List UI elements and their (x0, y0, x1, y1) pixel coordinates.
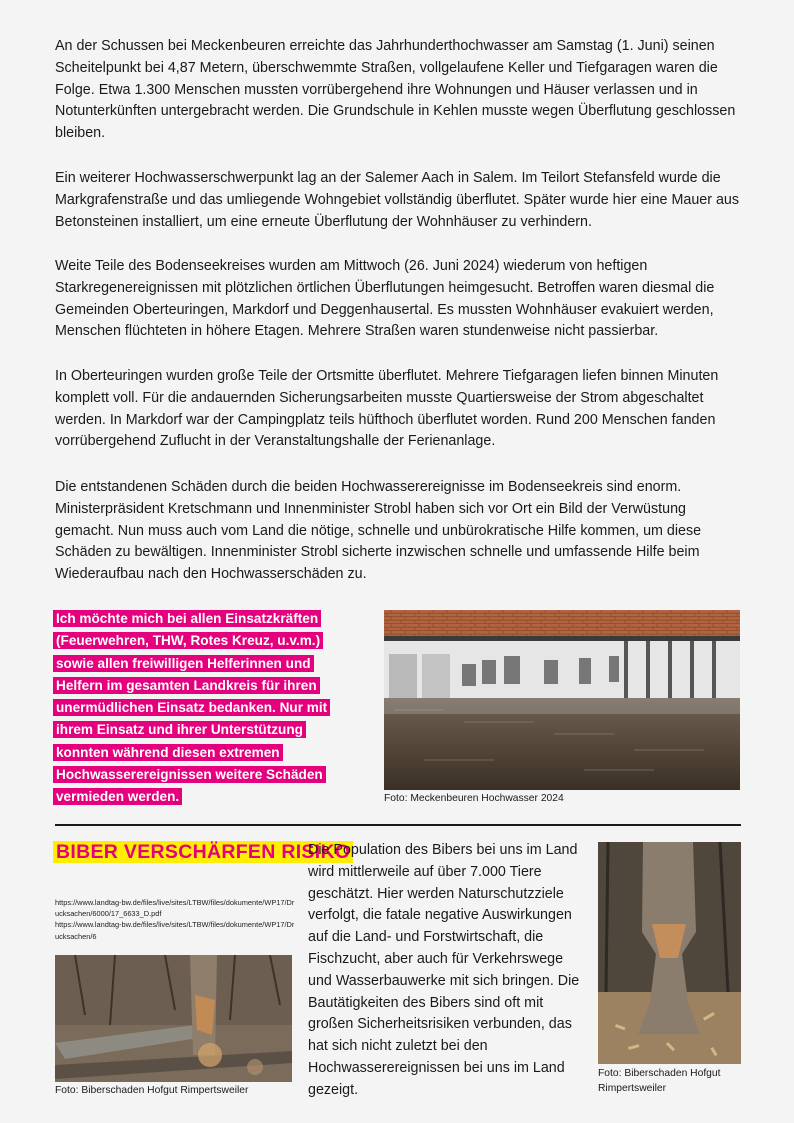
thank-you-callout-text: Ich möchte mich bei allen Einsatzkräften (Feuerwehren, THW, Rotes Kreuz, u.v.m.) sowie allen freiwilligen Helferinnen und Helfern im gesamten Landkreis für ihren unermüdlichen Einsatz bedanken. Nur mit ihrem Einsatz und ihrer Unterstützung konnten während diesen extremen Hochwasserereignissen weitere Schäden vermieden werden. (53, 610, 330, 805)
section-divider (55, 824, 741, 826)
paragraph-heavy-rain: Weite Teile des Bodenseekreises wurden am Mittwoch (26. Juni 2024) wiederum von heftigen Starkregenereignissen mit plötzlichen örtlichen Überflutungen heimgesucht. Betroffen waren diesmal die Gemeinden Oberteuringen, Markdorf und Deggenhausertal. Es mussten Wohnhäuser evakuiert werden, Menschen flüchteten in höhere Etagen. Mehrere Straßen waren stundenweise nicht passierbar. (55, 258, 715, 340)
flood-photo (384, 610, 740, 790)
reference-link[interactable]: https://www.landtag-bw.de/files/live/sites/LTBW/files/dokumente/WP17/Drucksachen/6000/17_6633_D.pdf (55, 898, 295, 919)
paragraph-oberteuringen: In Oberteuringen wurden große Teile der Ortsmitte überflutet. Mehrere Tiefgaragen liefen binnen Minuten komplett voll. Für die andauernden Sicherungsarbeiten musste Quartiersweise der Strom abgeschaltet werden. In Markdorf war der Campingplatz teils hüfthoch überflutet worden. Rund 200 Menschen fanden vorrübergehend Zuflucht in der Veranstaltungshalle der Ferienanlage. (55, 368, 719, 450)
biber-paragraph: Die Population des Bibers bei uns im Land wird mittlerweile auf über 7.000 Tiere geschätzt. Hier werden Naturschutzziele verfolgt, die fatale negative Auswirkungen auf die Land- und Forstwirtschaft, die Fischzucht, aber auch für Verkehrswege und Wasserbauwerke mit sich bringen. Die Bautätigkeiten des Bibers sind oft mit großen Sicherheitsrisiken verbunden, das hat sich nicht zuletzt bei den Hochwasserereignissen bei uns im Land gezeigt. (308, 842, 580, 1098)
biber-references (55, 897, 295, 942)
beaver-damage-photo-left (55, 955, 292, 1082)
flood-photo-caption: Foto: Meckenbeuren Hochwasser 2024 (384, 793, 564, 804)
biber-section-title-text: BIBER VERSCHÄRFEN RISIKO (53, 841, 353, 863)
reference-link[interactable]: https://www.landtag-bw.de/files/live/sites/LTBW/files/dokumente/WP17/Drucksachen/6 (55, 920, 295, 941)
paragraph-damages: Die entstandenen Schäden durch die beiden Hochwasserereignisse im Bodenseekreis sind enorm. Ministerpräsident Kretschmann und Innenminister Strobl haben sich vor Ort ein Bild der Verwüstung gemacht. Nun muss auch vom Land die nötige, schnelle und unbürokratische Hilfe kommen, um diese Schäden zu bewältigen. Innenminister Strobl sicherte inzwischen schnelle und umfassende Hilfe beim Wiederaufbau nach den Hochwasserschäden zu. (55, 479, 702, 583)
beaver-photo-left-caption: Foto: Biberschaden Hofgut Rimpertsweiler (55, 1085, 249, 1096)
paragraph-schussen-flood: An der Schussen bei Meckenbeuren erreichte das Jahrhunderthochwasser am Samstag (1. Juni) seinen Scheitelpunkt bei 4,87 Metern, überschwemmte Straßen, vollgelaufene Keller und Tiefgaragen waren die Folge. Etwa 1.300 Menschen mussten vorrübergehend ihre Wohnungen und Häuser verlassen und in Notunterkünften untergebracht werden. Die Grundschule in Kehlen musste wegen Überflutung geschlossen bleiben. (55, 38, 736, 142)
beaver-damage-photo-right (598, 842, 741, 1064)
beaver-photo-right-caption: Foto: Biberschaden Hofgut Rimpertsweiler (598, 1068, 721, 1094)
paragraph-salem-flood: Ein weiterer Hochwasserschwerpunkt lag an der Salemer Aach in Salem. Im Teilort Stefansfeld wurde die Markgrafenstraße und das umliegende Wohngebiet vollständig überflutet. Später wurde hier eine Mauer aus Betonsteinen installiert, um eine erneute Überflutung der Wohnhäuser zu verhindern. (55, 170, 740, 230)
thank-you-callout (53, 608, 343, 809)
